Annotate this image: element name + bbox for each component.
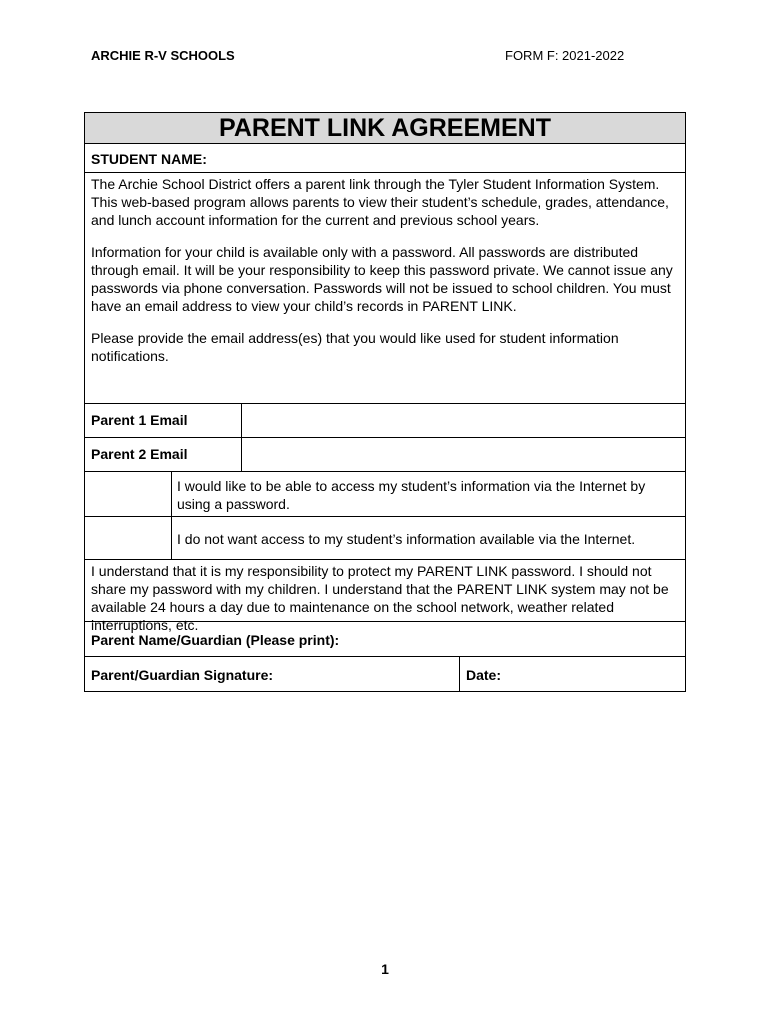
guardian-name-field[interactable]: Parent Name/Guardian (Please print): [85,622,685,657]
access-checkbox[interactable] [85,472,172,516]
parent1-email-row [85,404,685,438]
parent2-email-row [85,438,685,472]
responsibility-statement: I understand that it is my responsibility to protect my PARENT LINK password. I should not share my password with my children. I understand that the PARENT LINK system may not be available 24 hours a day due to maintenance on the school network, weather related interruptions, etc. [85,560,685,622]
intro-text [85,173,685,404]
school-name: ARCHIE R-V SCHOOLS [91,48,235,63]
page-number: 1 [381,961,389,977]
parent2-email-field[interactable] [242,438,685,471]
parent2-email-label: Parent 2 Email [85,438,242,471]
signature-row [85,657,685,691]
access-option-label: I would like to be able to access my student’s information via the Internet by using a password. [177,478,646,512]
student-name-field[interactable]: STUDENT NAME: [85,144,685,173]
no-access-option-label: I do not want access to my student’s information available via the Internet. [177,531,636,547]
parent1-email-label: Parent 1 Email [85,404,242,437]
intro-paragraph-3: Please provide the email address(es) that you would like used for student information notifications. [91,330,619,364]
intro-paragraph-1: The Archie School District offers a parent link through the Tyler Student Information System. This web-based program allows parents to view their student’s schedule, grades, attendance, and lunch account information for the current and previous school years. [91,176,669,228]
intro-paragraph-2: Information for your child is available only with a password. All passwords are distributed through email. It will be your responsibility to keep this password private. We cannot issue any passwords via phone conversation. Passwords will not be issued to school children. You must have an email address to view your child’s records in PARENT LINK. [91,244,673,314]
parent1-email-field[interactable] [242,404,685,437]
no-access-checkbox[interactable] [85,517,172,559]
access-option-row [85,472,685,517]
agreement-form [84,112,686,692]
date-field[interactable]: Date: [466,667,502,683]
no-access-option-row [85,517,685,560]
form-title: PARENT LINK AGREEMENT [85,113,685,144]
form-label: FORM F: 2021-2022 [505,48,625,63]
signature-field[interactable]: Parent/Guardian Signature: [85,657,460,691]
